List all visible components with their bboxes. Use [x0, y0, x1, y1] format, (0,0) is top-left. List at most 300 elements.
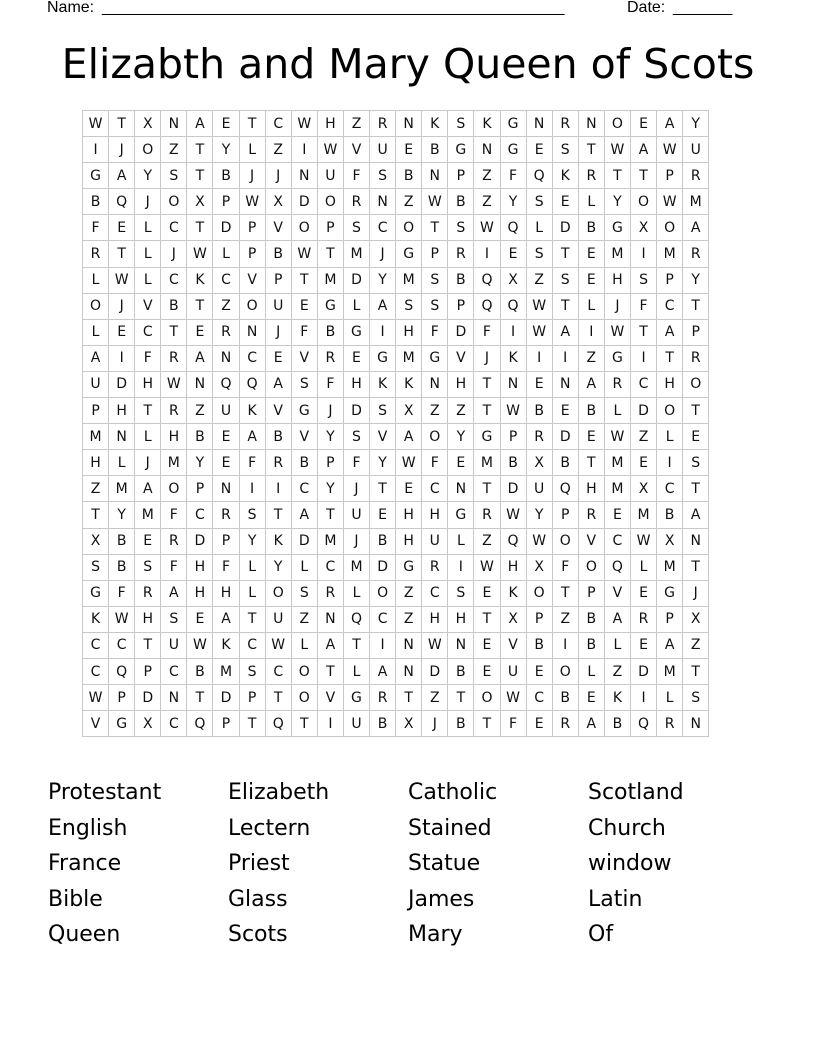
grid-cell: W [630, 528, 656, 554]
grid-cell: Q [265, 711, 291, 737]
grid-cell: A [370, 658, 396, 684]
grid-cell: Y [370, 267, 396, 293]
grid-cell: A [83, 345, 109, 371]
grid-cell: W [83, 685, 109, 711]
grid-cell: E [135, 528, 161, 554]
grid-cell: E [552, 189, 578, 215]
grid-cell: Z [291, 606, 317, 632]
grid-cell: L [239, 580, 265, 606]
grid-cell: B [265, 241, 291, 267]
grid-row [83, 398, 709, 424]
grid-cell: P [239, 241, 265, 267]
grid-cell: E [187, 319, 213, 345]
grid-row [83, 658, 709, 684]
grid-cell: D [135, 685, 161, 711]
grid-cell: L [135, 424, 161, 450]
grid-cell: U [161, 632, 187, 658]
grid-cell: H [604, 267, 630, 293]
grid-cell: Z [396, 606, 422, 632]
word-list-item: Scotland [588, 780, 684, 805]
grid-cell: E [578, 685, 604, 711]
grid-cell: T [552, 241, 578, 267]
grid-cell: W [239, 189, 265, 215]
grid-row [83, 111, 709, 137]
grid-cell: Z [213, 293, 239, 319]
grid-cell: P [239, 215, 265, 241]
grid-cell: N [578, 111, 604, 137]
grid-cell: U [683, 137, 709, 163]
grid-cell: F [343, 163, 369, 189]
word-list-item: Lectern [228, 815, 311, 841]
grid-cell: L [83, 319, 109, 345]
grid-cell: S [161, 606, 187, 632]
grid-cell: J [135, 189, 161, 215]
grid-cell: V [370, 424, 396, 450]
grid-cell: B [578, 632, 604, 658]
grid-cell: W [474, 215, 500, 241]
grid-cell: E [265, 345, 291, 371]
grid-cell: K [474, 111, 500, 137]
grid-cell: P [239, 685, 265, 711]
grid-cell: X [526, 450, 552, 476]
grid-cell: R [317, 580, 343, 606]
name-label: Name: [47, 0, 95, 16]
grid-cell: W [604, 319, 630, 345]
puzzle-title: Elizabth and Mary Queen of Scots [61, 40, 755, 88]
grid-cell: F [239, 450, 265, 476]
grid-cell: P [135, 658, 161, 684]
grid-cell: R [474, 502, 500, 528]
grid-cell: R [552, 711, 578, 737]
grid-cell: X [83, 528, 109, 554]
grid-cell: E [630, 632, 656, 658]
grid-cell: I [526, 345, 552, 371]
grid-cell: Y [526, 502, 552, 528]
grid-cell: G [396, 554, 422, 580]
grid-cell: H [135, 371, 161, 397]
grid-cell: R [161, 528, 187, 554]
grid-cell: E [578, 267, 604, 293]
grid-cell: T [474, 606, 500, 632]
grid-cell: I [630, 241, 656, 267]
grid-cell: A [213, 606, 239, 632]
grid-row [83, 345, 709, 371]
grid-cell: F [474, 319, 500, 345]
grid-cell: E [448, 450, 474, 476]
grid-cell: U [422, 528, 448, 554]
grid-cell: E [526, 137, 552, 163]
grid-cell: T [474, 398, 500, 424]
word-list-item: Queen [48, 922, 121, 948]
grid-cell: Q [474, 293, 500, 319]
grid-cell: X [135, 111, 161, 137]
grid-cell: L [135, 267, 161, 293]
grid-cell: O [657, 215, 683, 241]
grid-cell: R [526, 424, 552, 450]
grid-cell: B [526, 632, 552, 658]
grid-cell: E [291, 293, 317, 319]
grid-cell: W [396, 450, 422, 476]
grid-cell: C [213, 267, 239, 293]
worksheet-header [47, 0, 747, 19]
grid-cell: S [630, 267, 656, 293]
grid-cell: Y [109, 502, 135, 528]
grid-cell: M [343, 241, 369, 267]
grid-cell: Q [109, 189, 135, 215]
grid-cell: O [161, 189, 187, 215]
grid-cell: A [265, 371, 291, 397]
grid-cell: H [109, 398, 135, 424]
grid-cell: P [213, 711, 239, 737]
grid-cell: G [343, 319, 369, 345]
grid-cell: N [187, 371, 213, 397]
grid-cell: G [343, 685, 369, 711]
date-label: Date: [627, 0, 666, 16]
grid-cell: I [552, 632, 578, 658]
grid-cell: O [291, 685, 317, 711]
grid-cell: T [317, 241, 343, 267]
grid-cell: F [83, 215, 109, 241]
grid-cell: Z [526, 267, 552, 293]
word-list-item: window [588, 851, 672, 877]
name-field-line: _______________________________________________________ [102, 0, 564, 16]
grid-cell: F [552, 554, 578, 580]
grid-cell: N [526, 111, 552, 137]
grid-cell: A [370, 293, 396, 319]
grid-cell: W [265, 632, 291, 658]
grid-cell: W [187, 241, 213, 267]
grid-cell: B [552, 450, 578, 476]
grid-cell: A [683, 215, 709, 241]
grid-row [83, 424, 709, 450]
grid-cell: T [448, 685, 474, 711]
grid-cell: S [552, 137, 578, 163]
grid-cell: Q [552, 476, 578, 502]
grid-cell: X [630, 215, 656, 241]
grid-cell: F [343, 450, 369, 476]
grid-cell: G [109, 711, 135, 737]
grid-cell: I [657, 450, 683, 476]
grid-cell: N [161, 685, 187, 711]
grid-cell: X [500, 267, 526, 293]
grid-cell: W [526, 528, 552, 554]
grid-cell: L [578, 189, 604, 215]
grid-cell: P [552, 502, 578, 528]
word-list-item: Glass [228, 886, 288, 912]
grid-cell: G [448, 137, 474, 163]
grid-cell: E [578, 241, 604, 267]
grid-cell: T [187, 163, 213, 189]
grid-cell: R [370, 111, 396, 137]
grid-cell: O [422, 424, 448, 450]
grid-cell: A [135, 476, 161, 502]
grid-cell: H [448, 371, 474, 397]
grid-cell: Q [109, 658, 135, 684]
grid-row [83, 241, 709, 267]
word-list-item: Latin [588, 886, 643, 912]
grid-cell: W [500, 502, 526, 528]
grid-cell: E [474, 580, 500, 606]
grid-cell: Z [396, 189, 422, 215]
grid-cell: Y [370, 450, 396, 476]
grid-cell: F [500, 711, 526, 737]
grid-cell: E [630, 111, 656, 137]
grid-cell: D [109, 371, 135, 397]
grid-cell: O [604, 111, 630, 137]
grid-cell: T [187, 685, 213, 711]
grid-cell: M [83, 424, 109, 450]
grid-cell: P [657, 163, 683, 189]
grid-cell: K [187, 267, 213, 293]
grid-cell: M [317, 528, 343, 554]
grid-cell: A [604, 606, 630, 632]
grid-cell: B [265, 424, 291, 450]
grid-cell: V [500, 632, 526, 658]
grid-cell: F [161, 502, 187, 528]
grid-cell: O [317, 189, 343, 215]
grid-cell: Z [422, 398, 448, 424]
grid-cell: T [474, 711, 500, 737]
grid-cell: M [135, 502, 161, 528]
grid-cell: R [683, 163, 709, 189]
grid-cell: P [657, 267, 683, 293]
grid-cell: I [317, 711, 343, 737]
grid-cell: T [317, 502, 343, 528]
grid-cell: T [604, 163, 630, 189]
grid-cell: V [578, 528, 604, 554]
grid-cell: T [474, 371, 500, 397]
grid-cell: N [396, 632, 422, 658]
grid-cell: W [422, 189, 448, 215]
grid-cell: R [552, 111, 578, 137]
grid-cell: B [448, 658, 474, 684]
grid-cell: J [343, 528, 369, 554]
grid-cell: P [213, 189, 239, 215]
grid-cell: D [630, 658, 656, 684]
grid-cell: M [657, 241, 683, 267]
grid-cell: H [396, 528, 422, 554]
grid-cell: C [630, 371, 656, 397]
grid-cell: C [604, 528, 630, 554]
grid-cell: P [683, 319, 709, 345]
grid-cell: S [161, 163, 187, 189]
grid-cell: A [239, 424, 265, 450]
grid-cell: I [239, 476, 265, 502]
grid-cell: N [161, 111, 187, 137]
grid-cell: Q [213, 371, 239, 397]
grid-cell: X [265, 189, 291, 215]
grid-cell: F [213, 554, 239, 580]
grid-cell: O [239, 293, 265, 319]
grid-cell: S [239, 502, 265, 528]
grid-cell: G [83, 580, 109, 606]
grid-cell: O [552, 658, 578, 684]
grid-cell: B [213, 163, 239, 189]
grid-cell: C [317, 554, 343, 580]
grid-cell: M [604, 476, 630, 502]
grid-cell: O [135, 137, 161, 163]
grid-cell: E [474, 658, 500, 684]
grid-cell: R [83, 241, 109, 267]
grid-cell: E [213, 450, 239, 476]
grid-cell: O [291, 215, 317, 241]
grid-cell: U [526, 476, 552, 502]
grid-cell: M [683, 189, 709, 215]
grid-cell: N [370, 189, 396, 215]
grid-cell: L [657, 424, 683, 450]
grid-cell: W [657, 189, 683, 215]
grid-cell: P [265, 267, 291, 293]
grid-cell: T [109, 241, 135, 267]
grid-cell: W [317, 137, 343, 163]
grid-cell: O [657, 398, 683, 424]
grid-cell: I [291, 137, 317, 163]
grid-cell: U [500, 658, 526, 684]
grid-cell: T [291, 711, 317, 737]
grid-cell: B [448, 711, 474, 737]
grid-cell: I [370, 632, 396, 658]
grid-cell: Z [422, 685, 448, 711]
grid-cell: P [317, 215, 343, 241]
grid-cell: T [291, 267, 317, 293]
grid-cell: N [683, 711, 709, 737]
grid-cell: E [604, 502, 630, 528]
grid-cell: J [239, 163, 265, 189]
grid-cell: A [161, 580, 187, 606]
grid-cell: D [213, 215, 239, 241]
grid-cell: O [265, 580, 291, 606]
grid-row [83, 450, 709, 476]
grid-cell: R [161, 345, 187, 371]
grid-cell: A [657, 111, 683, 137]
grid-cell: W [422, 632, 448, 658]
grid-cell: G [370, 345, 396, 371]
grid-cell: W [604, 424, 630, 450]
grid-cell: M [161, 450, 187, 476]
grid-cell: N [213, 345, 239, 371]
grid-cell: W [604, 137, 630, 163]
grid-cell: M [630, 502, 656, 528]
grid-cell: U [213, 398, 239, 424]
grid-cell: Z [552, 606, 578, 632]
grid-cell: H [422, 606, 448, 632]
grid-cell: B [578, 398, 604, 424]
grid-cell: B [578, 215, 604, 241]
grid-cell: H [396, 502, 422, 528]
grid-cell: Y [683, 111, 709, 137]
grid-cell: L [630, 554, 656, 580]
grid-cell: Y [239, 528, 265, 554]
grid-cell: P [657, 606, 683, 632]
grid-cell: T [552, 293, 578, 319]
grid-cell: R [578, 163, 604, 189]
grid-cell: B [396, 163, 422, 189]
grid-cell: T [161, 319, 187, 345]
grid-cell: Z [474, 163, 500, 189]
grid-cell: A [683, 502, 709, 528]
grid-cell: I [630, 345, 656, 371]
grid-cell: T [109, 111, 135, 137]
grid-cell: H [213, 580, 239, 606]
grid-cell: S [683, 685, 709, 711]
grid-cell: L [213, 241, 239, 267]
grid-cell: W [500, 398, 526, 424]
word-list-item: James [408, 886, 475, 912]
grid-cell: B [291, 450, 317, 476]
grid-cell: K [500, 580, 526, 606]
grid-cell: C [370, 215, 396, 241]
grid-cell: E [109, 319, 135, 345]
grid-cell: B [317, 319, 343, 345]
grid-cell: R [317, 345, 343, 371]
grid-cell: I [630, 685, 656, 711]
grid-cell: L [239, 137, 265, 163]
grid-cell: G [317, 293, 343, 319]
grid-cell: A [109, 163, 135, 189]
grid-cell: J [109, 137, 135, 163]
grid-cell: D [552, 424, 578, 450]
grid-cell: P [448, 163, 474, 189]
grid-cell: C [291, 476, 317, 502]
grid-cell: H [83, 450, 109, 476]
grid-cell: W [526, 293, 552, 319]
grid-cell: P [213, 528, 239, 554]
grid-cell: T [683, 476, 709, 502]
grid-cell: P [526, 606, 552, 632]
grid-cell: G [604, 345, 630, 371]
grid-cell: N [552, 371, 578, 397]
grid-row [83, 685, 709, 711]
grid-cell: M [343, 554, 369, 580]
grid-cell: H [578, 476, 604, 502]
grid-cell: B [526, 398, 552, 424]
word-list-item: English [48, 815, 128, 841]
grid-cell: G [396, 241, 422, 267]
grid-cell: C [135, 319, 161, 345]
grid-cell: Q [604, 554, 630, 580]
word-list-item: Elizabeth [228, 780, 330, 805]
grid-cell: C [161, 215, 187, 241]
grid-cell: T [396, 685, 422, 711]
grid-cell: W [161, 371, 187, 397]
grid-cell: E [396, 476, 422, 502]
grid-cell: O [578, 554, 604, 580]
grid-cell: T [239, 711, 265, 737]
grid-cell: X [526, 554, 552, 580]
grid-cell: T [422, 215, 448, 241]
grid-row [83, 137, 709, 163]
grid-cell: G [83, 163, 109, 189]
grid-cell: H [396, 319, 422, 345]
grid-cell: B [83, 189, 109, 215]
grid-cell: O [291, 658, 317, 684]
grid-cell: Y [317, 476, 343, 502]
grid-cell: N [396, 658, 422, 684]
grid-cell: I [474, 241, 500, 267]
grid-cell: S [343, 215, 369, 241]
grid-cell: A [291, 502, 317, 528]
grid-cell: T [683, 293, 709, 319]
grid-cell: K [370, 371, 396, 397]
grid-cell: Q [239, 371, 265, 397]
grid-cell: B [448, 267, 474, 293]
grid-cell: Z [83, 476, 109, 502]
grid-cell: M [109, 476, 135, 502]
grid-cell: S [526, 189, 552, 215]
grid-cell: S [370, 163, 396, 189]
grid-cell: O [161, 476, 187, 502]
grid-cell: C [370, 606, 396, 632]
